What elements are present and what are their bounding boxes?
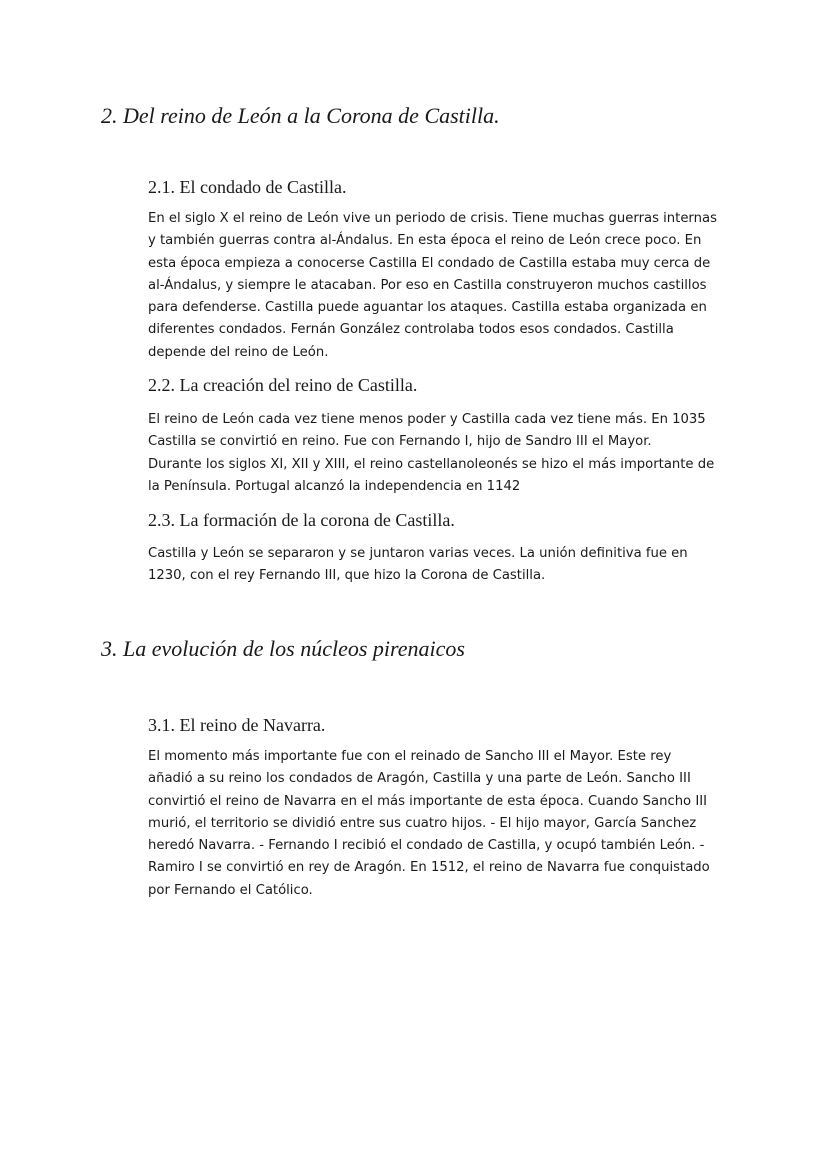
text-line: En el siglo X el reino de León vive un periodo de crisis. Tiene muchas guerras internas (148, 211, 717, 226)
text-line: la Península. Portugal alcanzó la independencia en 1142 (148, 478, 521, 494)
paragraph-3-1 (148, 746, 738, 902)
text-line: El reino de León cada vez tiene menos poder y Castilla cada vez tiene más. En 1035 (148, 412, 706, 427)
text-line: El momento más importante fue con el reinado de Sancho III el Mayor. Este rey (148, 749, 672, 764)
text-line: para defenderse. Castilla puede aguantar los ataques. Castilla estaba organizada en (148, 300, 707, 316)
text-line: Durante los siglos XI, XII y XIII, el reino castellanoleonés se hizo el más importante de (148, 456, 715, 472)
text-line: murió, el territorio se dividió entre sus cuatro hijos. - El hijo mayor, García Sanchez (148, 815, 697, 831)
subsection-heading-2-1: 2.1. El condado de Castilla. (148, 177, 347, 197)
subsection-heading-2-2: 2.2. La creación del reino de Castilla. (148, 375, 418, 395)
text-line: Castilla se convirtió en reino. Fue con Fernando I, hijo de Sandro III el Mayor. (148, 434, 652, 450)
subsection-heading-3-1: 3.1. El reino de Navarra. (148, 715, 326, 735)
text-line: 1230, con el rey Fernando III, que hizo la Corona de Castilla. (148, 568, 546, 584)
text-line: convirtió el reino de Navarra en el más importante de esta época. Cuando Sancho III (148, 793, 707, 809)
section-heading-3: 3. La evolución de los núcleos pirenaicos (101, 636, 465, 661)
text-line: por Fernando el Católico. (148, 882, 313, 898)
text-line: y también guerras contra al-Ándalus. En esta época el reino de León crece poco. En (148, 233, 702, 249)
text-line: añadió a su reino los condados de Aragón, Castilla y una parte de León. Sancho III (148, 771, 691, 787)
paragraph-2-2 (148, 409, 738, 498)
section-heading-2: 2. Del reino de León a la Corona de Castilla. (101, 103, 500, 128)
text-line: Ramiro I se convirtió en rey de Aragón. En 1512, el reino de Navarra fue conquistado (148, 860, 710, 876)
paragraph-2-1 (148, 208, 738, 364)
text-line: depende del reino de León. (148, 344, 329, 360)
text-line: heredó Navarra. - Fernando I recibió el condado de Castilla, y ocupó también León. - (148, 838, 705, 854)
text-line: al-Ándalus, y siempre le atacaban. Por eso en Castilla construyeron muchos castillos (148, 277, 707, 293)
subsection-heading-2-3: 2.3. La formación de la corona de Castilla. (148, 510, 455, 530)
text-line: Castilla y León se separaron y se juntaron varias veces. La unión definitiva fue en (148, 546, 688, 561)
text-line: diferentes condados. Fernán González controlaba todos esos condados. Castilla (148, 322, 674, 338)
paragraph-2-3 (148, 543, 738, 588)
text-line: esta época empieza a conocerse Castilla El condado de Castilla estaba muy cerca de (148, 255, 711, 271)
